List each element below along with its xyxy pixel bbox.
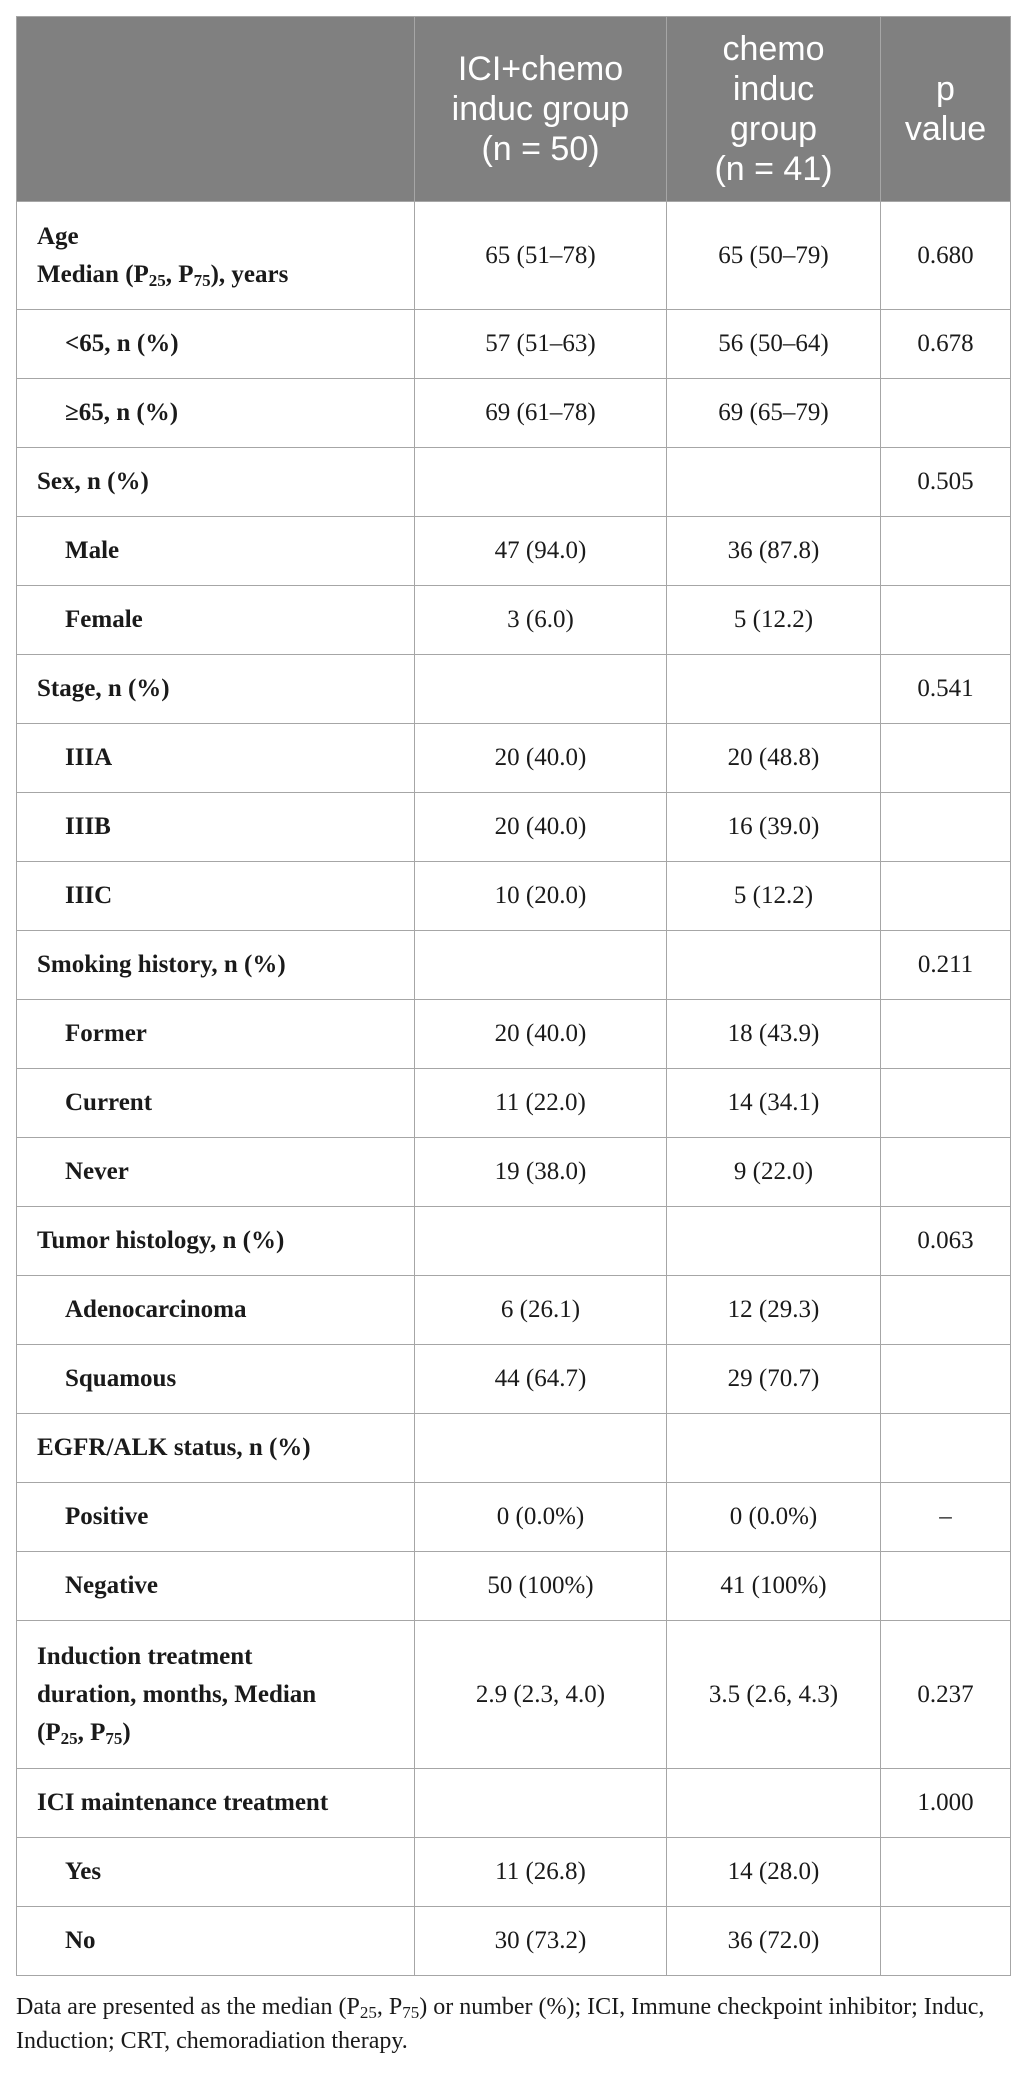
induction-label	[17, 1621, 415, 1769]
table-row	[17, 655, 1011, 724]
group1-value	[415, 448, 667, 517]
header-group2-line: chemo	[722, 30, 825, 68]
row-label: Stage, n (%)	[17, 655, 415, 724]
group1-value: 30 (73.2)	[415, 1907, 667, 1976]
group2-value: 36 (72.0)	[667, 1907, 881, 1976]
footnote-sub75: 75	[402, 2003, 420, 2022]
group1-value: 19 (38.0)	[415, 1138, 667, 1207]
group2-value	[667, 448, 881, 517]
row-label: <65, n (%)	[17, 310, 415, 379]
group2-value: 9 (22.0)	[667, 1138, 881, 1207]
header-group2-line: (n = 41)	[714, 150, 833, 188]
group2-value: 41 (100%)	[667, 1552, 881, 1621]
row-label: No	[17, 1907, 415, 1976]
group2-value: 5 (12.2)	[667, 586, 881, 655]
group2-value: 12 (29.3)	[667, 1276, 881, 1345]
induction-line3-prefix: (P	[37, 1718, 61, 1746]
group1-value: 6 (26.1)	[415, 1276, 667, 1345]
table-row-age	[17, 202, 1011, 310]
table-row	[17, 310, 1011, 379]
pvalue	[881, 379, 1011, 448]
table-row	[17, 1138, 1011, 1207]
header-group2-line: induc	[732, 70, 815, 108]
table-footnote	[16, 1990, 1010, 2058]
row-label: Female	[17, 586, 415, 655]
group1-value	[415, 1207, 667, 1276]
baseline-characteristics-table	[16, 16, 1011, 1976]
age-pvalue: 0.680	[881, 202, 1011, 310]
row-label: Former	[17, 1000, 415, 1069]
induction-line3	[37, 1714, 402, 1752]
row-label: IIIC	[17, 862, 415, 931]
induction-group1-value: 2.9 (2.3, 4.0)	[415, 1621, 667, 1769]
induction-line3-suffix: )	[122, 1718, 131, 1746]
table-row	[17, 931, 1011, 1000]
group1-value	[415, 931, 667, 1000]
group1-value: 0 (0.0%)	[415, 1483, 667, 1552]
pvalue: 0.211	[881, 931, 1011, 1000]
row-label: IIIB	[17, 793, 415, 862]
header-pvalue-line: p	[936, 70, 955, 108]
induction-line2: duration, months, Median	[37, 1680, 317, 1708]
pvalue	[881, 517, 1011, 586]
pvalue: 0.505	[881, 448, 1011, 517]
group1-value: 20 (40.0)	[415, 1000, 667, 1069]
header-group2-line: group	[730, 110, 817, 148]
table-row	[17, 1769, 1011, 1838]
group2-value: 36 (87.8)	[667, 517, 881, 586]
pvalue	[881, 793, 1011, 862]
group1-value: 47 (94.0)	[415, 517, 667, 586]
group2-value: 20 (48.8)	[667, 724, 881, 793]
age-sub25: 25	[148, 270, 166, 290]
group1-value: 11 (22.0)	[415, 1069, 667, 1138]
table-row	[17, 1276, 1011, 1345]
age-title: Age	[37, 222, 79, 250]
pvalue: 1.000	[881, 1769, 1011, 1838]
header-row	[17, 17, 1011, 202]
table-row	[17, 1414, 1011, 1483]
row-label: Smoking history, n (%)	[17, 931, 415, 1000]
row-label: Current	[17, 1069, 415, 1138]
row-label: Male	[17, 517, 415, 586]
induction-group2-value: 3.5 (2.6, 4.3)	[667, 1621, 881, 1769]
age-label	[17, 202, 415, 310]
header-group2	[667, 17, 881, 202]
table-row	[17, 724, 1011, 793]
pvalue	[881, 1138, 1011, 1207]
age-sub75: 75	[193, 270, 211, 290]
group2-value: 14 (34.1)	[667, 1069, 881, 1138]
group1-value: 20 (40.0)	[415, 793, 667, 862]
row-label: Negative	[17, 1552, 415, 1621]
group2-value	[667, 1769, 881, 1838]
pvalue: 0.063	[881, 1207, 1011, 1276]
row-label: Squamous	[17, 1345, 415, 1414]
pvalue	[881, 862, 1011, 931]
pvalue: –	[881, 1483, 1011, 1552]
group2-value	[667, 1414, 881, 1483]
age-sep: , P	[165, 260, 194, 288]
row-label: ICI maintenance treatment	[17, 1769, 415, 1838]
induction-sep: , P	[77, 1718, 106, 1746]
header-group1-line: ICI+chemo	[457, 50, 624, 88]
group1-value: 57 (51–63)	[415, 310, 667, 379]
table-row	[17, 517, 1011, 586]
pvalue: 0.678	[881, 310, 1011, 379]
row-label: ≥65, n (%)	[17, 379, 415, 448]
group2-value: 5 (12.2)	[667, 862, 881, 931]
footnote-part1: Data are presented as the median (P	[16, 1994, 360, 2020]
table-row	[17, 1838, 1011, 1907]
table-row	[17, 1552, 1011, 1621]
group1-value	[415, 1414, 667, 1483]
age-median-prefix: Median (P	[37, 260, 149, 288]
table-row	[17, 1000, 1011, 1069]
group2-value	[667, 655, 881, 724]
row-label: Adenocarcinoma	[17, 1276, 415, 1345]
header-pvalue-line: value	[904, 110, 987, 148]
group2-value: 18 (43.9)	[667, 1000, 881, 1069]
table-row	[17, 793, 1011, 862]
table-row	[17, 379, 1011, 448]
pvalue	[881, 1552, 1011, 1621]
header-group1-line: induc group	[451, 90, 630, 128]
table-row-induction	[17, 1621, 1011, 1769]
header-pvalue	[881, 17, 1011, 202]
footnote-part2: ) or number (%); ICI, Immune checkpoint inhibitor; Induc, Induction; CRT, chemoradiation therapy.	[16, 1994, 985, 2054]
group2-value: 14 (28.0)	[667, 1838, 881, 1907]
group2-value	[667, 1207, 881, 1276]
age-median-suffix: ), years	[210, 260, 289, 288]
group2-value	[667, 931, 881, 1000]
table-row	[17, 448, 1011, 517]
induction-sub25: 25	[60, 1728, 78, 1748]
row-label: IIIA	[17, 724, 415, 793]
pvalue	[881, 1069, 1011, 1138]
induction-line1: Induction treatment	[37, 1642, 253, 1670]
group1-value: 69 (61–78)	[415, 379, 667, 448]
induction-pvalue: 0.237	[881, 1621, 1011, 1769]
row-label: Tumor histology, n (%)	[17, 1207, 415, 1276]
table-row	[17, 586, 1011, 655]
group2-value: 69 (65–79)	[667, 379, 881, 448]
row-label: Never	[17, 1138, 415, 1207]
induction-sub75: 75	[105, 1728, 123, 1748]
group1-value: 44 (64.7)	[415, 1345, 667, 1414]
table-row	[17, 1207, 1011, 1276]
group1-value: 20 (40.0)	[415, 724, 667, 793]
pvalue	[881, 1838, 1011, 1907]
pvalue	[881, 724, 1011, 793]
pvalue	[881, 1276, 1011, 1345]
group1-value: 3 (6.0)	[415, 586, 667, 655]
group2-value: 16 (39.0)	[667, 793, 881, 862]
table-row	[17, 1483, 1011, 1552]
group2-value: 29 (70.7)	[667, 1345, 881, 1414]
header-group1-line: (n = 50)	[481, 130, 600, 168]
table-row	[17, 1345, 1011, 1414]
age-median-label	[37, 256, 402, 294]
group2-value: 0 (0.0%)	[667, 1483, 881, 1552]
table-row	[17, 1907, 1011, 1976]
table-container	[16, 16, 1010, 1976]
table-row	[17, 1069, 1011, 1138]
group2-value: 56 (50–64)	[667, 310, 881, 379]
group1-value: 50 (100%)	[415, 1552, 667, 1621]
age-group1-value: 65 (51–78)	[415, 202, 667, 310]
pvalue	[881, 1907, 1011, 1976]
table-row	[17, 862, 1011, 931]
row-label: EGFR/ALK status, n (%)	[17, 1414, 415, 1483]
pvalue: 0.541	[881, 655, 1011, 724]
header-empty-cell	[17, 17, 415, 202]
row-label: Yes	[17, 1838, 415, 1907]
pvalue	[881, 1000, 1011, 1069]
group1-value: 11 (26.8)	[415, 1838, 667, 1907]
age-group2-value: 65 (50–79)	[667, 202, 881, 310]
header-group1	[415, 17, 667, 202]
pvalue	[881, 1414, 1011, 1483]
group1-value	[415, 1769, 667, 1838]
pvalue	[881, 1345, 1011, 1414]
row-label: Sex, n (%)	[17, 448, 415, 517]
group1-value: 10 (20.0)	[415, 862, 667, 931]
row-label: Positive	[17, 1483, 415, 1552]
footnote-sub25: 25	[359, 2003, 377, 2022]
group1-value	[415, 655, 667, 724]
pvalue	[881, 586, 1011, 655]
footnote-sep: , P	[376, 1994, 403, 2020]
